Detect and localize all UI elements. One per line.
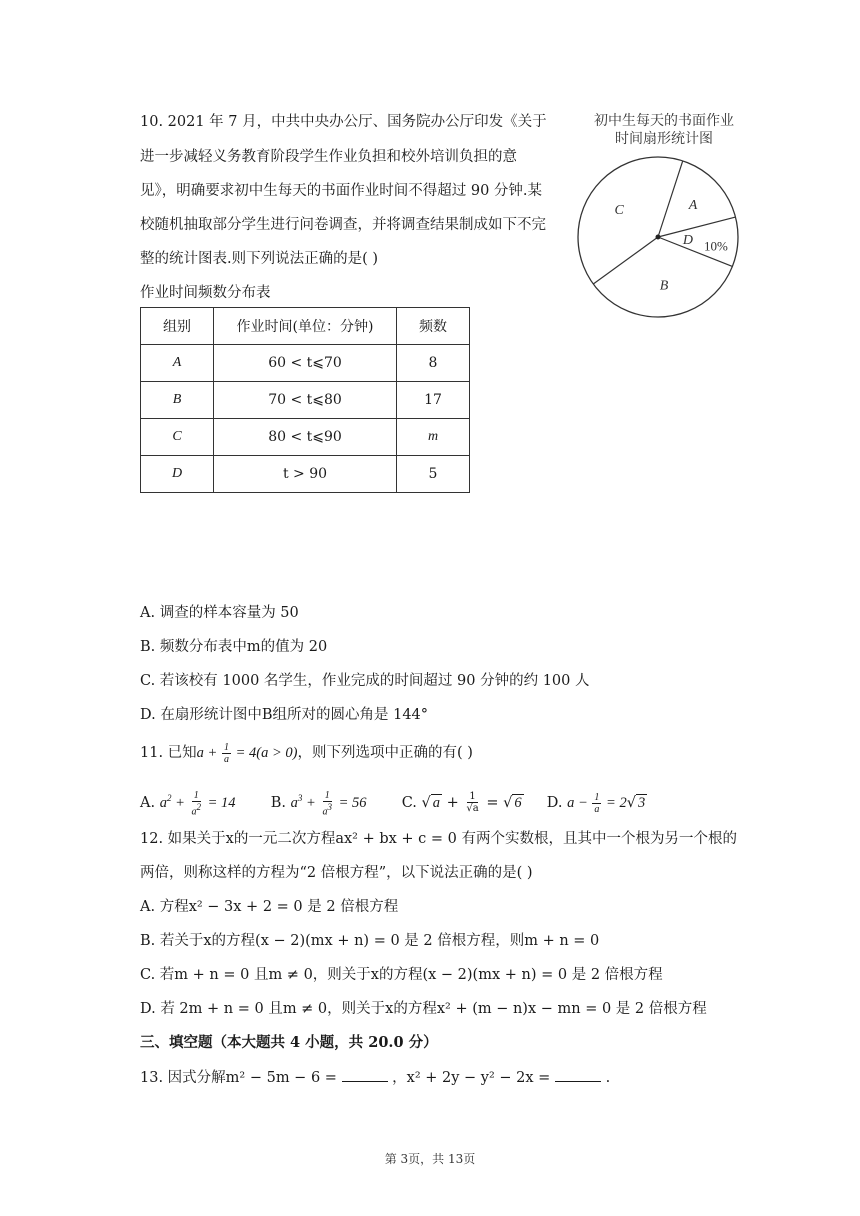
table-row — [141, 419, 470, 456]
pie-center-dot — [656, 235, 661, 240]
table-cell: 60 < t⩽70 — [214, 345, 397, 382]
table-cell: m — [397, 419, 470, 456]
table-cell: 80 < t⩽90 — [214, 419, 397, 456]
q10-option-b: B. 频数分布表中m的值为 20 — [140, 639, 328, 655]
q10-line-2: 进一步减轻义务教育阶段学生作业负担和校外培训负担的意 — [140, 149, 517, 165]
q11-stem-prefix: 11. 已知 — [140, 744, 197, 761]
q10-line-5: 整的统计图表.则下列说法正确的是( ) — [140, 251, 379, 267]
section-heading: 三、填空题（本大题共 4 小题，共 20.0 分） — [140, 1034, 438, 1051]
table-cell: 5 — [397, 456, 470, 493]
pie-label-d: D — [682, 232, 694, 248]
q11-option-a: A. $a^2$ + $\frac{1}{a^2}$ = 14 — [140, 789, 236, 818]
page-footer: 第 3页，共 13页 — [384, 1152, 476, 1166]
q13-part-2: ，x² + 2y − y² − 2x = — [392, 1070, 551, 1086]
pie-title-line-2: 时间扇形统计图 — [615, 131, 713, 147]
q10-line-4: 校随机抽取部分学生进行问卷调查，并将调查结果制成如下不完 — [140, 217, 546, 233]
frequency-table — [140, 307, 470, 493]
q13 — [140, 1067, 610, 1088]
table-header-row — [141, 308, 470, 345]
q12-option-a: A. 方程x² − 3x + 2 = 0 是 2 倍根方程 — [140, 899, 399, 915]
q11-stem — [140, 742, 473, 765]
table-cell: B — [141, 382, 214, 419]
table-cell: C — [141, 419, 214, 456]
table-cell: 17 — [397, 382, 470, 419]
table-header: 作业时间(单位：分钟) — [214, 308, 397, 345]
table-cell: A — [141, 345, 214, 382]
q12-option-b: B. 若关于x的方程(x − 2)(mx + n) = 0 是 2 倍根方程，则m + n = 0 — [140, 933, 600, 949]
pie-label-a: A — [688, 198, 698, 214]
q12-option-d: D. 若 2m + n = 0 且m ≠ 0，则关于x的方程x² + (m − n)x − mn = 0 是 2 倍根方程 — [140, 1001, 707, 1017]
q12-line-2: 两倍，则称这样的方程为“2 倍根方程”，以下说法正确的是( ) — [140, 865, 533, 881]
q13-part-1: 13. 因式分解m² − 5m − 6 = — [140, 1070, 337, 1086]
q10-line-3: 见》，明确要求初中生每天的书面作业时间不得超过 90 分钟.某 — [140, 183, 543, 199]
q11-options — [140, 788, 647, 817]
q11-option-c: C. √ a + $\frac{1}{√a}$ = √ 6 — [401, 791, 522, 815]
pie-chart — [572, 152, 772, 322]
q13-end: . — [605, 1070, 611, 1086]
q10-option-c: C. 若该校有 1000 名学生，作业完成的时间超过 90 分钟的约 100 人 — [140, 673, 590, 689]
answer-blank[interactable] — [342, 1067, 388, 1082]
q12-option-c: C. 若m + n = 0 且m ≠ 0，则关于x的方程(x − 2)(mx + n) = 0 是 2 倍根方程 — [140, 967, 663, 983]
q10-option-d: D. 在扇形统计图中B组所对的圆心角是 144° — [140, 707, 429, 723]
q10-option-a: A. 调查的样本容量为 50 — [140, 605, 299, 621]
table-row — [141, 345, 470, 382]
answer-blank[interactable] — [555, 1067, 601, 1082]
table-header: 频数 — [397, 308, 470, 345]
table-row — [141, 456, 470, 493]
pie-title-line-1: 初中生每天的书面作业 — [594, 113, 734, 129]
table-cell: D — [141, 456, 214, 493]
pie-label-c: C — [614, 202, 624, 218]
q11-option-b: B. $a^3$ + $\frac{1}{a^3}$ = 56 — [270, 789, 367, 818]
table-caption: 作业时间频数分布表 — [140, 285, 271, 301]
q12-line-1: 12. 如果关于x的一元二次方程ax² + bx + c = 0 有两个实数根，且其中一个根为另一个根的 — [140, 831, 737, 847]
q10-line-1: 10. 2021 年 7 月，中共中央办公厅、国务院办公厅印发《关于 — [140, 114, 547, 130]
table-row — [141, 382, 470, 419]
q11-option-d: D. a − $\frac{1}{a}$ = 2√ 3 — [546, 792, 646, 815]
q11-formula: a + $\frac{1}{a}$ = 4(a > 0) — [196, 742, 298, 765]
pie-annotation-d: 10% — [703, 238, 728, 254]
table-cell: 70 < t⩽80 — [214, 382, 397, 419]
table-cell: 8 — [397, 345, 470, 382]
pie-label-b: B — [659, 278, 669, 294]
q11-stem-suffix: ，则下列选项中正确的有( ) — [297, 744, 473, 761]
table-header: 组别 — [141, 308, 214, 345]
table-cell: t > 90 — [214, 456, 397, 493]
